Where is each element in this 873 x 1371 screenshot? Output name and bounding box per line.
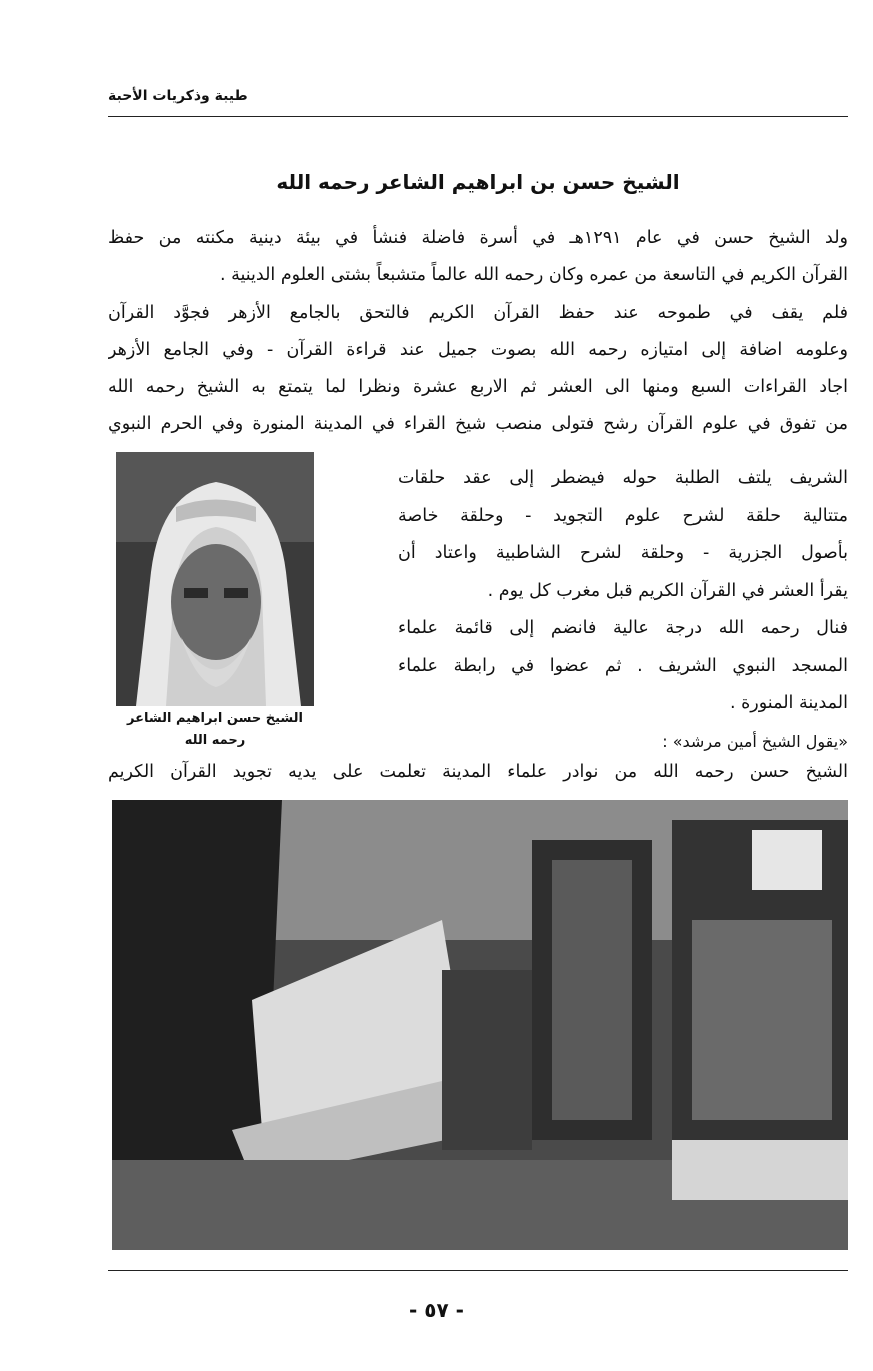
paragraph-line: الشريف يلتف الطلبة حوله فيضطر إلى عقد حلقات — [398, 468, 848, 488]
portrait-caption — [110, 708, 320, 752]
page-number: - ٥٧ - — [409, 1298, 464, 1322]
portrait-photo-icon — [116, 452, 314, 706]
paragraph-line: المسجد النبوي الشريف . ثم عضوا في رابطة علماء — [398, 655, 848, 676]
quote-line: الشيخ حسن رحمه الله من نوادر علماء المدينة تعلمت على يديه تجويد القرآن الكريم — [108, 762, 848, 782]
article-title: الشيخ حسن بن ابراهيم الشاعر رحمه الله — [276, 170, 680, 194]
paragraph-1 — [108, 220, 848, 294]
paragraph-line: القرآن الكريم في التاسعة من عمره وكان رحمه الله عالماً متشبعاً بشتى العلوم الدينية . — [219, 265, 848, 285]
header-rule — [108, 116, 848, 117]
street-photo — [112, 800, 848, 1250]
paragraph-2 — [108, 295, 848, 443]
paragraph-line: فنال رحمه الله درجة عالية فانضم إلى قائمة علماء — [398, 618, 848, 638]
street-photo-icon — [112, 800, 848, 1250]
paragraph-line: بأصول الجزرية - وحلقة لشرح الشاطبية واعتاد أن — [398, 543, 848, 563]
quote-attribution: «يقول الشيخ أمين مرشد» : — [662, 731, 848, 751]
paragraph-line: اجاد القراءات السبع ومنها الى العشر ثم الاربع عشرة ونظرا لما يتمتع به الشيخ رحمه الله — [108, 377, 848, 397]
paragraph-line: يقرأ العشر في القرآن الكريم قبل مغرب كل يوم . — [487, 580, 848, 601]
paragraph-line: فلم يقف في طموحه عند حفظ القرآن الكريم فالتحق بالجامع الأزهر فجوَّد القرآن — [108, 303, 848, 323]
running-header: طيبة وذكريات الأحبة — [108, 88, 248, 104]
paragraph-line: من تفوق في علوم القرآن رشح فتولى منصب شيخ القراء في المدينة المنورة وفي الحرم النبوي — [108, 414, 848, 434]
portrait-caption-line: رحمه الله — [184, 733, 246, 748]
paragraph-line: وعلومه اضافة إلى امتيازه رحمه الله بصوت جميل عند قراءة القرآن - وفي الجامع الأزهر — [108, 340, 848, 360]
footer-rule — [108, 1270, 848, 1271]
portrait-photo — [116, 452, 314, 706]
paragraph-line: متتالية حلقة لشرح علوم التجويد - وحلقة خاصة — [398, 505, 848, 526]
side-text — [398, 460, 848, 760]
paragraph-line: ولد الشيخ حسن في عام ١٢٩١هـ في أسرة فاضلة فنشأ في بيئة دينية مكنته من حفظ — [108, 228, 848, 248]
portrait-caption-line: الشيخ حسن ابراهيم الشاعر — [127, 711, 303, 726]
paragraph-line: المدينة المنورة . — [730, 693, 848, 713]
